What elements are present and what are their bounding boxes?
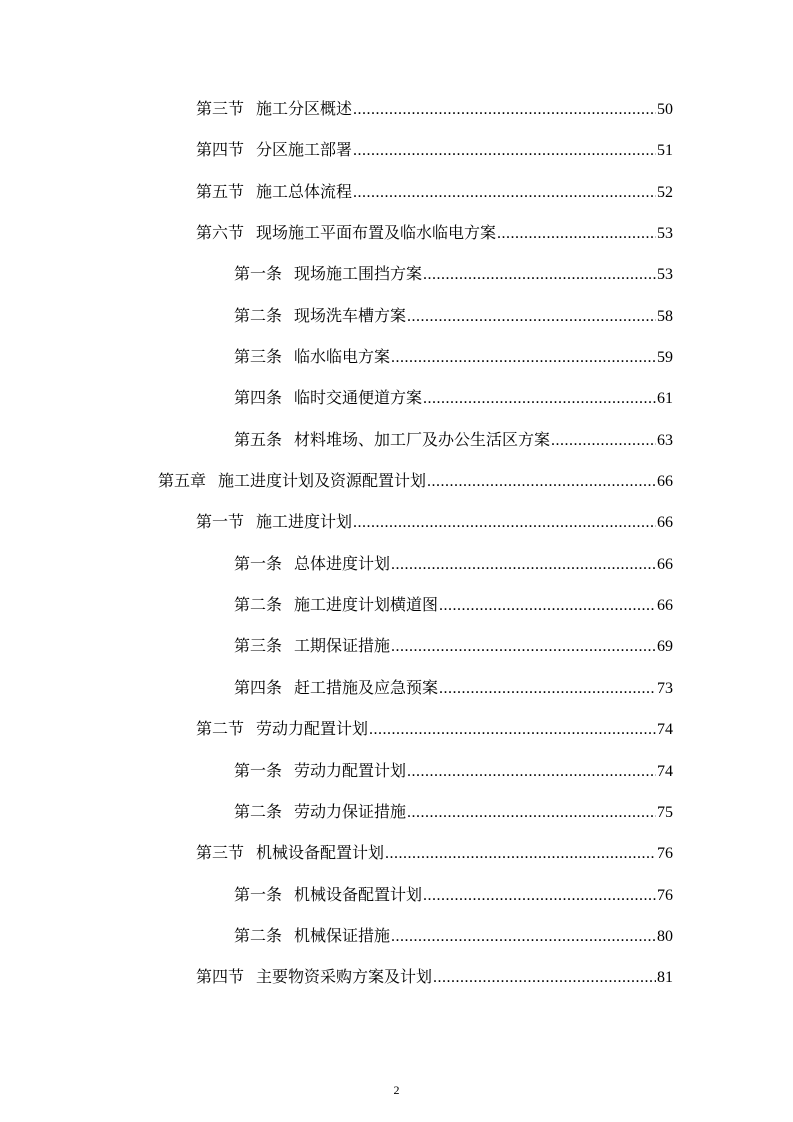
toc-entry-line[interactable]	[234, 429, 673, 452]
toc-dot-leader	[423, 264, 656, 286]
toc-dot-leader	[551, 430, 656, 452]
toc-entry-number: 第二节	[196, 719, 245, 739]
table-of-contents	[0, 89, 793, 999]
toc-entry-clause[interactable]	[0, 296, 793, 337]
toc-entry-section[interactable]	[0, 89, 793, 130]
toc-entry-number: 第一条	[234, 760, 283, 780]
toc-entry-line[interactable]	[234, 801, 673, 824]
toc-entry-page: 53	[657, 225, 673, 243]
toc-entry-clause[interactable]	[0, 544, 793, 585]
toc-entry-line[interactable]	[196, 181, 673, 204]
toc-entry-number: 第三节	[196, 99, 245, 118]
toc-entry-clause[interactable]	[0, 626, 793, 667]
toc-entry-line[interactable]	[158, 470, 673, 493]
toc-entry-page: 50	[657, 101, 673, 118]
toc-entry-title[interactable]: 工期保证措施	[294, 636, 391, 656]
toc-entry-title[interactable]: 总体进度计划	[294, 553, 391, 573]
toc-entry-title[interactable]: 机械保证措施	[294, 925, 391, 945]
toc-entry-number: 第二条	[234, 925, 283, 945]
toc-entry-line[interactable]	[196, 511, 673, 534]
toc-entry-clause[interactable]	[0, 668, 793, 709]
toc-dot-leader	[353, 140, 656, 162]
toc-entry-number: 第六节	[196, 223, 245, 243]
toc-entry-title[interactable]: 材料堆场、加工厂及办公生活区方案	[294, 429, 551, 449]
toc-entry-section[interactable]	[0, 130, 793, 171]
toc-entry-page: 63	[657, 431, 673, 449]
toc-entry-section[interactable]	[0, 502, 793, 543]
toc-entry-title[interactable]: 劳动力配置计划	[256, 719, 369, 739]
toc-entry-number: 第一条	[234, 264, 283, 284]
toc-dot-leader	[391, 347, 656, 369]
toc-entry-clause[interactable]	[0, 585, 793, 626]
toc-dot-leader	[353, 182, 656, 204]
toc-entry-title[interactable]: 机械设备配置计划	[294, 884, 423, 904]
toc-entry-line[interactable]	[234, 635, 673, 658]
toc-entry-clause[interactable]	[0, 875, 793, 916]
toc-entry-page: 74	[657, 762, 673, 780]
toc-entry-page: 59	[657, 349, 673, 367]
toc-entry-page: 74	[657, 721, 673, 739]
toc-entry-line[interactable]	[234, 263, 673, 286]
toc-entry-page: 66	[657, 473, 673, 491]
toc-entry-number: 第四条	[234, 677, 283, 697]
toc-entry-clause[interactable]	[0, 254, 793, 295]
toc-entry-page: 69	[657, 638, 673, 656]
toc-entry-page: 81	[657, 969, 673, 987]
toc-dot-leader	[433, 967, 656, 989]
toc-entry-title[interactable]: 现场施工平面布置及临水临电方案	[256, 223, 497, 243]
toc-entry-title[interactable]: 现场洗车槽方案	[294, 305, 407, 325]
toc-dot-leader	[407, 761, 656, 783]
toc-entry-clause[interactable]	[0, 751, 793, 792]
toc-entry-number: 第四节	[196, 140, 245, 160]
toc-dot-leader	[369, 719, 656, 741]
toc-entry-page: 80	[657, 927, 673, 945]
toc-entry-line[interactable]	[234, 346, 673, 369]
toc-entry-number: 第一节	[196, 512, 245, 532]
toc-entry-chapter[interactable]	[0, 461, 793, 502]
toc-dot-leader	[427, 471, 656, 493]
toc-entry-number: 第二条	[234, 595, 283, 615]
toc-dot-leader	[423, 885, 656, 907]
toc-entry-number: 第一条	[234, 884, 283, 904]
toc-entry-title[interactable]: 劳动力配置计划	[294, 760, 407, 780]
toc-dot-leader	[391, 636, 656, 658]
toc-entry-clause[interactable]	[0, 916, 793, 957]
toc-entry-title[interactable]: 赶工措施及应急预案	[294, 677, 439, 697]
toc-entry-page: 53	[657, 266, 673, 284]
toc-entry-line[interactable]	[234, 387, 673, 410]
toc-entry-clause[interactable]	[0, 792, 793, 833]
toc-entry-number: 第二条	[234, 801, 283, 821]
toc-entry-number: 第三节	[196, 843, 245, 863]
toc-entry-title[interactable]: 施工进度计划及资源配置计划	[218, 471, 427, 491]
toc-entry-page: 66	[657, 555, 673, 573]
toc-entry-page: 66	[657, 514, 673, 532]
toc-entry-number: 第四节	[196, 967, 245, 987]
toc-entry-number: 第四条	[234, 388, 283, 408]
toc-entry-page: 66	[657, 597, 673, 615]
toc-entry-title[interactable]: 分区施工部署	[256, 140, 353, 160]
toc-entry-number: 第一条	[234, 553, 283, 573]
toc-entry-title[interactable]: 施工分区概述	[256, 99, 353, 118]
toc-entry-line[interactable]	[234, 553, 673, 576]
toc-entry-title[interactable]: 劳动力保证措施	[294, 801, 407, 821]
toc-entry-clause[interactable]	[0, 420, 793, 461]
toc-entry-section[interactable]	[0, 213, 793, 254]
toc-entry-number: 第二条	[234, 305, 283, 325]
toc-entry-title[interactable]: 主要物资采购方案及计划	[256, 967, 433, 987]
toc-dot-leader	[439, 595, 656, 617]
toc-entry-number: 第三条	[234, 347, 283, 367]
toc-entry-line[interactable]	[196, 98, 673, 121]
toc-entry-section[interactable]	[0, 957, 793, 998]
toc-entry-line[interactable]	[234, 884, 673, 907]
toc-dot-leader	[391, 926, 656, 948]
toc-dot-leader	[407, 802, 656, 824]
toc-entry-number: 第五条	[234, 429, 283, 449]
toc-entry-title[interactable]: 施工进度计划横道图	[294, 595, 439, 615]
toc-entry-line[interactable]	[196, 966, 673, 989]
toc-entry-clause[interactable]	[0, 337, 793, 378]
toc-entry-line[interactable]	[234, 925, 673, 948]
toc-entry-page: 52	[657, 183, 673, 201]
toc-entry-line[interactable]	[196, 222, 673, 245]
toc-entry-number: 第五节	[196, 181, 245, 201]
toc-dot-leader	[391, 554, 656, 576]
toc-entry-section[interactable]	[0, 172, 793, 213]
toc-entry-page: 76	[657, 845, 673, 863]
toc-entry-clause[interactable]	[0, 378, 793, 419]
toc-entry-title[interactable]: 施工总体流程	[256, 181, 353, 201]
toc-entry-section[interactable]	[0, 833, 793, 874]
page-number: 2	[393, 1083, 400, 1097]
toc-dot-leader	[439, 678, 656, 700]
toc-dot-leader	[497, 223, 656, 245]
toc-dot-leader	[407, 306, 656, 328]
toc-dot-leader	[385, 843, 656, 865]
toc-entry-page: 73	[657, 679, 673, 697]
toc-entry-page: 61	[657, 390, 673, 408]
toc-entry-title[interactable]: 现场施工围挡方案	[294, 264, 423, 284]
toc-entry-number: 第五章	[158, 471, 207, 491]
toc-entry-page: 58	[657, 307, 673, 325]
toc-entry-line[interactable]	[234, 677, 673, 700]
toc-entry-title[interactable]: 施工进度计划	[256, 512, 353, 532]
toc-entry-line[interactable]	[196, 842, 673, 865]
toc-entry-title[interactable]: 临水临电方案	[294, 347, 391, 367]
toc-entry-line[interactable]	[196, 718, 673, 741]
toc-dot-leader	[423, 388, 656, 410]
toc-entry-section[interactable]	[0, 709, 793, 750]
toc-entry-line[interactable]	[234, 760, 673, 783]
toc-entry-title[interactable]: 临时交通便道方案	[294, 388, 423, 408]
toc-entry-line[interactable]	[196, 139, 673, 162]
toc-entry-page: 75	[657, 803, 673, 821]
toc-entry-line[interactable]	[234, 594, 673, 617]
toc-entry-page: 51	[657, 142, 673, 160]
toc-entry-title[interactable]: 机械设备配置计划	[256, 843, 385, 863]
toc-entry-number: 第三条	[234, 636, 283, 656]
toc-entry-line[interactable]	[234, 305, 673, 328]
toc-dot-leader	[353, 512, 656, 534]
toc-dot-leader	[353, 99, 656, 121]
toc-entry-page: 76	[657, 886, 673, 904]
